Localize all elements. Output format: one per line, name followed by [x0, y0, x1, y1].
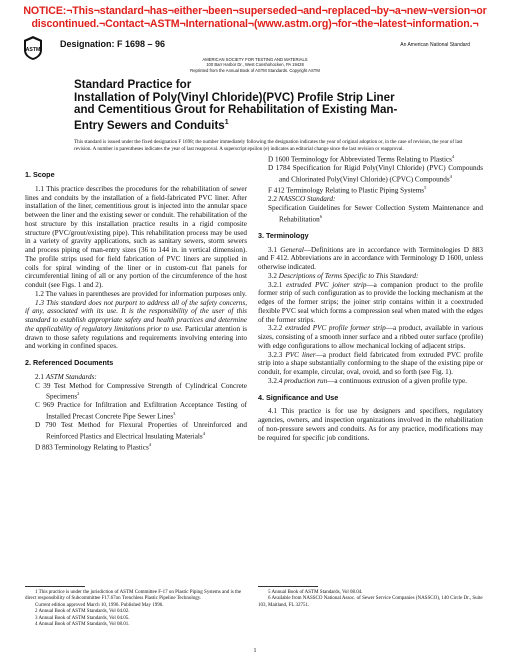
reference-nassco-text: Specification Guidelines for Sewer Collection System Maintenance and Rehabilitation: [268, 203, 483, 224]
notice-line-2: discontinued.¬Contact¬ASTM¬International¬(www.astm.org)¬for¬the¬latest¬information.¬: [31, 17, 479, 30]
reference-d883: [25, 441, 247, 452]
reference-d1784: [258, 164, 483, 184]
safety-caveat: 1.3 This standard does not purport to address all of the safety concerns, if any, associated with its use. It is the responsibility of the user of this standard to establish appropriate safety and health practices and determine the applicability of regulatory limitations prior to use.: [25, 298, 247, 333]
society-name: AMERICAN SOCIETY FOR TESTING AND MATERIALS: [202, 57, 308, 62]
american-national-standard-label: An American National Standard: [400, 42, 470, 48]
reference-c969-text: C 969 Practice for Infiltration and Exfiltration Acceptance Testing of Installed Precast Concrete Pipe Sewer Lines: [35, 401, 247, 421]
page-number: 1: [253, 648, 257, 654]
astm-standards-text: ASTM Standards:: [45, 372, 97, 381]
reference-c39: [25, 382, 247, 402]
designation: Designation: F 1698 – 96: [60, 39, 166, 49]
title-line-4-text: Entry Sewers and Conduits: [74, 118, 225, 132]
paragraph-3-1-term: General: [280, 245, 304, 254]
section-heading-significance: 4. Significance and Use: [258, 392, 339, 402]
paragraph-3-2-1-number: 3.2.1: [268, 280, 287, 289]
reference-d883-text: D 883 Terminology Relating to Plastics: [35, 443, 149, 452]
paragraph-3-1: [258, 246, 483, 272]
footnotes-right: [258, 590, 483, 609]
reference-nassco-footnote: 6: [319, 213, 322, 219]
nassco-standard-number: 2.2: [268, 195, 279, 204]
footnote-6: 6 Available from NASSCO National Assoc. of Sewer Service Companies (NASSCO), 140 Circle Dr., Suite 103, Maitland, FL 32751.: [258, 596, 483, 608]
paragraph-3-2-3-text: —a product field fabricated from extruded PVC profile strip into a shape substantially conforming to the shape of the existing pipe or conduit, for example, circular, oval, ovoid, and so forth (see Fig. 1).: [258, 350, 483, 377]
paragraph-1-1: 1.1 This practice describes the procedures for the rehabilitation of sewer lines and conduits by the installation of a field-fabricated PVC liner. After installation of the liner, cementitious grout is injected into the annular space between the liner and the existing sewer or conduit. The rehabilitation of the host structure by this installation practice results in a rigid composite structure (PVC/grout/existing pipe). This rehabilitation process may be used in a variety of gravity applications, such as sanitary sewers, storm sewers and process piping of man-entry sizes (36 to 144 in. in vertical dimension). The profile strips used for field fabrication of PVC liners are supplied in coils for spiral winding of the liner or in custom-cut flat panels for circumferential lining of all or any portion of the circumference of the host conduit (see Figs. 1 and 2).: [25, 184, 247, 289]
reference-d1600-text: D 1600 Terminology for Abbreviated Terms Relating to Plastics: [268, 155, 452, 164]
paragraph-3-2-number: 3.2: [268, 271, 279, 280]
footnote-rule-right: [258, 586, 318, 587]
reference-d790-footnote: 4: [202, 431, 205, 437]
reference-f412-text: F 412 Terminology Relating to Plastic Piping Systems: [268, 186, 425, 195]
svg-text:ASTM: ASTM: [25, 47, 41, 53]
society-address: 100 Barr Harbor Dr., West Conshohocken, PA 19428: [206, 62, 304, 68]
title-line-2: Installation of Poly(Vinyl Chloride)(PVC) Profile Strip Liner: [74, 90, 395, 104]
footnote-1: 1 This practice is under the jurisdiction of ASTM Committee F-17 on Plastic Piping Systems and is the direct responsibility of Subcommittee F17.67on Trenchless Plastic Pipeline Technology.: [25, 590, 242, 602]
paragraph-3-2-text: Descriptions of Terms Specific to This Standard:: [278, 271, 419, 280]
paragraph-1-2: 1.2 The values in parentheses are provided for information purposes only.: [35, 289, 247, 298]
paragraph-3-1-text: —Definitions are in accordance with Terminologies D 883 and F 412. Abbreviations are in accordance with Terminology D 1600, unless otherwise indicated.: [258, 245, 483, 272]
footnote-rule-left: [25, 586, 85, 587]
paragraph-3-2-3-number: 3.2.3: [268, 350, 286, 359]
paragraph-3-2-2-number: 3.2.2: [268, 324, 285, 333]
paragraph-3-2-2-text: —a product, available in various sizes, consisting of a smooth inner surface and a ribbed outer surface (profile) with edge configurations to allow mechanical locking of adjacent strips.: [258, 324, 483, 350]
left-column: [25, 171, 247, 452]
paragraph-3-2-4-number: 3.2.4: [268, 376, 285, 385]
paragraph-3-2-4-term: production run: [284, 376, 328, 385]
section-heading-referenced-documents: 2. Referenced Documents: [25, 358, 114, 367]
footnotes-left: [25, 590, 247, 628]
footnote-3: 3 Annual Book of ASTM Standards, Vol 04.05.: [35, 615, 130, 621]
astm-standards-label: [25, 373, 247, 382]
paragraph-3-2-4: [258, 377, 483, 386]
reprint-note: Reprinted from the Annual Book of ASTM Standards. Copyright ASTM: [190, 67, 320, 73]
paragraph-3-2-4-text: —a continuous extrusion of a given profile type.: [327, 376, 467, 385]
paragraph-3-2-3: [258, 351, 483, 377]
notice-line-1: NOTICE:¬This¬standard¬has¬either¬been¬superseded¬and¬replaced¬by¬a¬new¬version¬or: [23, 5, 487, 17]
paragraph-3-2-1-text: —a companion product to the profile former strip of such configuration as to provide the locking mechanism at the edges of the former strips; the joiner strip contains within it a coextruded flexible PVC seal which forms a compression seal when mated with the edges of the former strips.: [258, 280, 483, 324]
reference-f412-footnote: 5: [424, 185, 427, 191]
paragraph-4-1: 4.1 This practice is for use by designers and specifiers, regulatory agencies, owners, and inspection organizations involved in the rehabilitation of non-pressure sewers and conduits. As for any practice, modifications may be required for specific job conditions.: [258, 407, 483, 442]
reference-nassco: [258, 204, 483, 224]
reference-d1600: [258, 153, 483, 164]
reference-c39-footnote: 2: [77, 391, 80, 397]
reference-d1784-text: D 1784 Specification for Rigid Poly(Vinyl Chloride) (PVC) Compounds and Chlorinated Poly(Vinyl Chloride) (CPVC) Compounds: [268, 164, 483, 184]
footnote-5: 5 Annual Book of ASTM Standards, Vol 08.04.: [268, 590, 363, 595]
reference-d883-footnote: 4: [148, 442, 152, 448]
document-title: [74, 79, 474, 132]
title-line-4: [74, 117, 474, 132]
paragraph-3-2: [258, 272, 483, 281]
paragraph-3-1-number: 3.1: [268, 245, 281, 254]
reference-c39-text: C 39 Test Method for Compressive Strength of Cylindrical Concrete Specimens: [35, 381, 247, 401]
astm-standards-number: 2.1: [35, 372, 46, 381]
footnote-4: 4 Annual Book of ASTM Standards, Vol 08.01.: [35, 622, 130, 628]
reference-d790-text: D 790 Test Method for Flexural Properties of Unreinforced and Reinforced Plastics and Electrical Insulating Materials: [35, 421, 247, 441]
paragraph-3-2-1-term: extruded PVC joiner strip: [286, 280, 367, 289]
reference-d1784-footnote: 4: [449, 173, 452, 179]
right-column: [258, 153, 483, 442]
reference-c969-footnote: 3: [173, 411, 176, 417]
paragraph-1-3: [25, 299, 247, 352]
footnote-2: 2 Annual Book of ASTM Standards, Vol 04.02.: [35, 609, 130, 615]
reference-c969: [25, 401, 247, 421]
supersession-notice: [0, 5, 510, 30]
society-header: [0, 57, 510, 73]
section-heading-scope: 1. Scope: [25, 170, 55, 179]
nassco-standard-label: [258, 195, 483, 204]
title-line-1: Standard Practice for: [74, 78, 192, 91]
footnote-1-approval: Current edition approved March 10, 1996. Published May 1996.: [35, 602, 164, 608]
title-footnote-mark: 1: [224, 118, 229, 126]
title-line-3: and Cementitious Grout for Rehabilitation of Existing Man-: [74, 103, 398, 117]
nassco-standard-text: NASSCO Standard:: [278, 195, 336, 204]
paragraph-3-2-2-term: extruded PVC profile former strip: [284, 324, 386, 333]
paragraph-3-2-1: [258, 281, 483, 325]
reference-d1600-footnote: 4: [451, 154, 455, 159]
reference-f412: [258, 184, 483, 195]
issued-note: This standard is issued under the fixed designation F 1698; the number immediately following the designation indicates the year of original adoption or, in the case of revision, the year of last revision. A number in parentheses indicates the year of last reapproval. A superscript epsilon (e) indicates an editorial change since the last revision or reapproval.: [74, 139, 463, 152]
safety-caveat-rest: Particular attention is drawn to those safety regulations and requirements involving entering into and working in confined spaces.: [25, 324, 247, 351]
paragraph-3-2-2: [258, 324, 483, 350]
reference-d790: [25, 421, 247, 441]
paragraph-3-2-3-term: PVC liner: [285, 350, 316, 359]
section-heading-terminology: 3. Terminology: [258, 230, 309, 240]
